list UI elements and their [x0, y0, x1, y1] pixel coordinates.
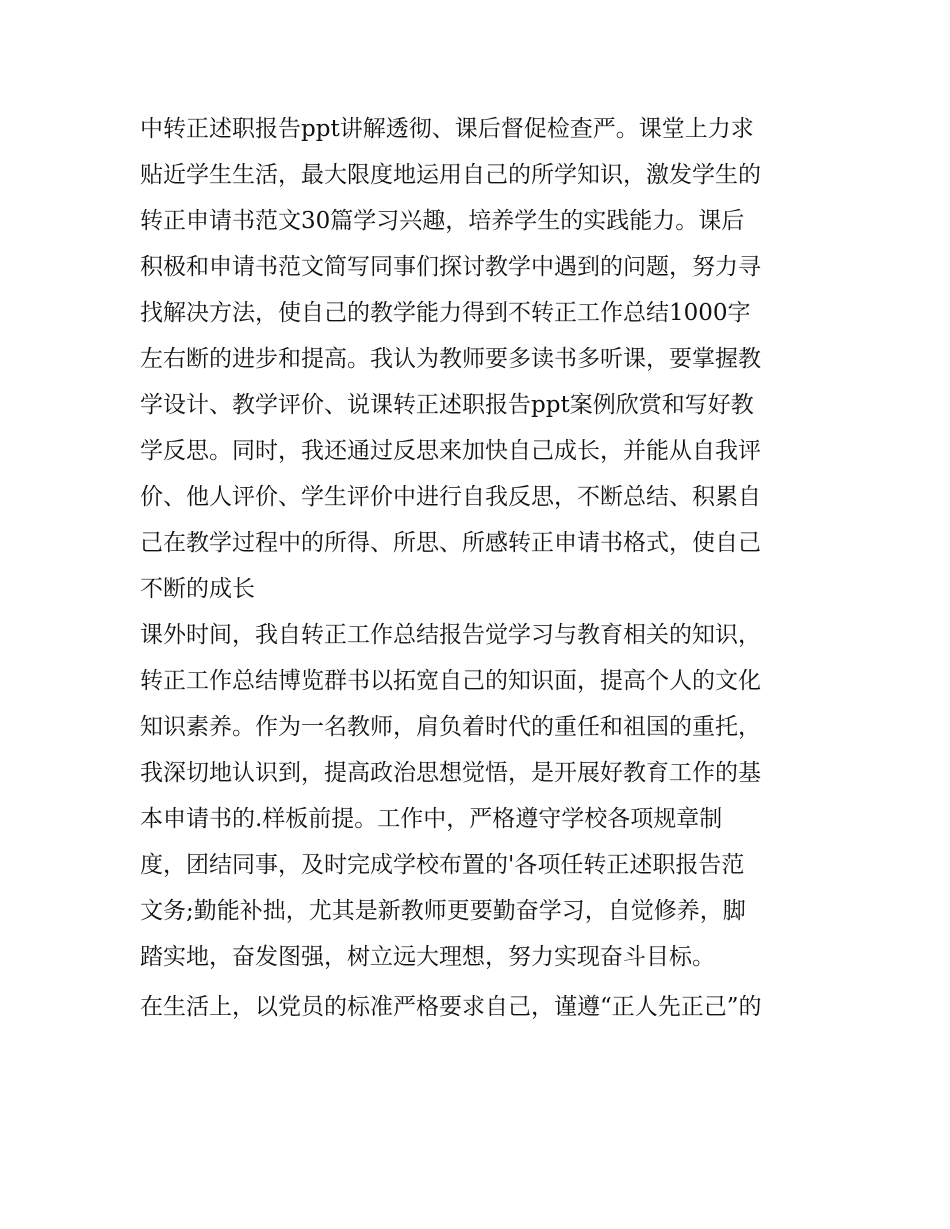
text-line: 贴近学生生活，最大限度地运用自己的所学知识，激发学生的 [140, 162, 761, 188]
paragraph-study [140, 612, 820, 980]
text-line: 中转正述职报告ppt讲解透彻、课后督促检查严。课堂上力求 [140, 116, 754, 142]
text-line: 不断的成长 [140, 576, 255, 602]
text-line: 转正工作总结博览群书以拓宽自己的知识面，提高个人的文化 [140, 668, 761, 694]
paragraph-teaching [140, 106, 820, 612]
text-line: 己在教学过程中的所得、所思、所感转正申请书格式，使自己 [140, 530, 761, 556]
text-line: 左右断的进步和提高。我认为教师要多读书多听课，要掌握教 [140, 346, 761, 372]
document-body [140, 106, 820, 1030]
text-line: 本申请书的.样板前提。工作中，严格遵守学校各项规章制 [140, 806, 723, 832]
text-line: 转正申请书范文30篇学习兴趣，培养学生的实践能力。课后 [140, 208, 745, 234]
text-line: 学反思。同时，我还通过反思来加快自己成长，并能从自我评 [140, 438, 761, 464]
text-line: 踏实地，奋发图强，树立远大理想，努力实现奋斗目标。 [140, 944, 715, 970]
text-line: 积极和申请书范文简写同事们探讨教学中遇到的问题，努力寻 [140, 254, 761, 280]
text-line: 课外时间，我自转正工作总结报告觉学习与教育相关的知识， [140, 622, 761, 648]
paragraph-life [140, 984, 820, 1030]
text-line: 学设计、教学评价、说课转正述职报告ppt案例欣赏和写好教 [140, 392, 754, 418]
text-line: 文务;勤能补拙，尤其是新教师更要勤奋学习，自觉修养，脚 [140, 898, 746, 924]
text-line: 知识素养。作为一名教师，肩负着时代的重任和祖国的重托， [140, 714, 761, 740]
text-line: 我深切地认识到，提高政治思想觉悟，是开展好教育工作的基 [140, 760, 761, 786]
text-line: 价、他人评价、学生评价中进行自我反思，不断总结、积累自 [140, 484, 761, 510]
text-line: 在生活上，以党员的标准严格要求自己，谨遵“正人先正己”的 [140, 994, 762, 1020]
text-line: 度，团结同事，及时完成学校布置的'各项任转正述职报告范 [140, 852, 745, 878]
text-line: 找解决方法，使自己的教学能力得到不转正工作总结1000字 [140, 300, 751, 326]
